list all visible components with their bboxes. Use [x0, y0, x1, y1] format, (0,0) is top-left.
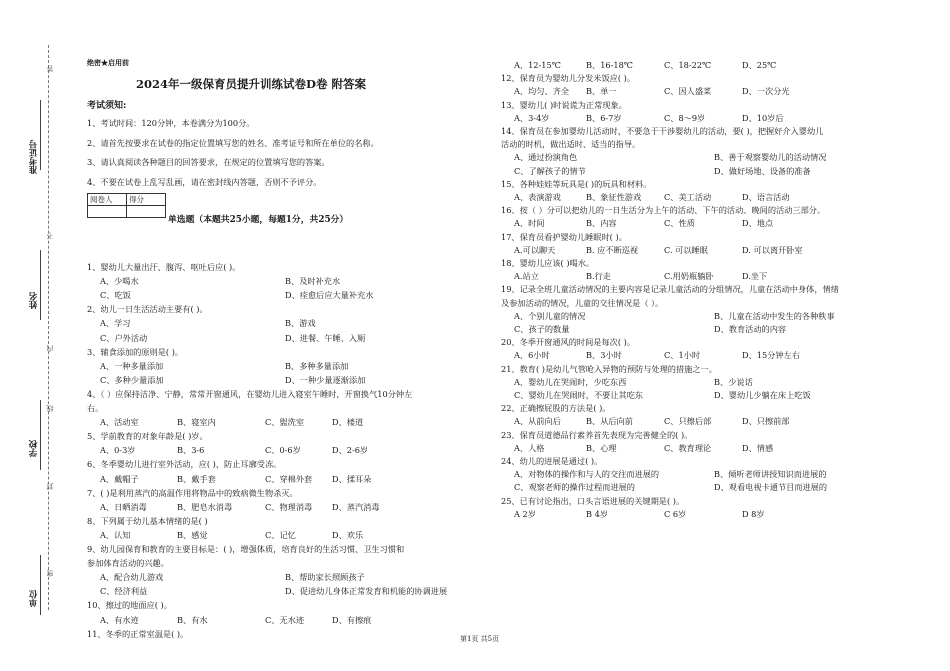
- notice-item: 4、不要在试卷上乱写乱画，请在密封线内答题，否则不予评分。: [87, 177, 322, 187]
- answer-option: A、一种多量添加: [100, 360, 164, 371]
- question-stem: 22、正确擦屁股的方法是( )。: [501, 403, 611, 414]
- answer-option: C、8～9岁: [664, 112, 706, 123]
- answer-option: B、戴手套: [177, 473, 216, 484]
- answer-option: B、寝室内: [177, 417, 216, 428]
- answer-option: C、经济利益: [100, 586, 148, 597]
- answer-option: B、心理: [586, 442, 617, 453]
- grader-cell: 阅卷人: [88, 194, 127, 206]
- answer-option: B、帮助家长照顾孩子: [285, 572, 365, 583]
- answer-option: C、了解孩子的情节: [514, 165, 586, 176]
- question-stem: 21、教育( )是幼儿气管呛入异物的预防与处理的措施之一。: [501, 363, 717, 374]
- answer-option: A、有水迹: [100, 614, 139, 625]
- answer-option: C、18-22℃: [664, 60, 712, 70]
- answer-option: D、2-6岁: [332, 445, 369, 456]
- answer-option: D、痊愈后应大量补充水: [285, 290, 374, 301]
- answer-option: C、穿棉外套: [265, 473, 313, 484]
- question-stem: 12、保育员为婴幼儿分发米饭应( )。: [501, 73, 636, 84]
- question-stem: 18、婴幼儿应该( )喝水。: [501, 258, 595, 268]
- answer-option: D、一次分光: [742, 86, 790, 97]
- question-stem-cont: 活动的时机，做出适时、适当的指导。: [501, 139, 641, 150]
- question-stem: 25、已有讨论指出，口头言语进展的关键期是( )。: [501, 495, 685, 506]
- answer-option: B、3-6: [177, 445, 205, 456]
- answer-option: D、地点: [742, 218, 774, 229]
- answer-option: A、12-15℃: [514, 60, 561, 70]
- answer-option: C 6岁: [664, 508, 687, 519]
- answer-option: B、多种多量添加: [285, 360, 349, 371]
- question-stem-cont: 参加体育活动的兴趣。: [87, 558, 169, 569]
- answer-option: D 8岁: [742, 508, 765, 519]
- answer-option: A、对物体的操作和与人的交往而进展的: [514, 469, 660, 480]
- answer-option: D、做好场地、设备的准备: [714, 165, 811, 176]
- question-stem: 4、（ ）应保持洁净、宁静，常常开窗通风，在婴幼儿进入寝室午睡时，开窗换气10分钟左: [87, 388, 413, 399]
- answer-option: D、婴幼儿少躺在床上吃饭: [714, 390, 811, 400]
- answer-option: C、孩子的数量: [514, 324, 570, 334]
- section-title: 单选题（本题共25小题，每题1分，共25分）: [168, 215, 349, 225]
- grader-blank: [88, 206, 127, 218]
- answer-option: A、3-4岁: [514, 112, 550, 123]
- question-stem: 10、擦过的地面应( )。: [87, 600, 172, 611]
- seal-mark: 密: [46, 570, 54, 577]
- answer-option: B、单一: [586, 86, 617, 97]
- label-name: 姓名: [29, 292, 39, 309]
- answer-option: B、象征性游戏: [586, 192, 642, 202]
- question-stem: 5、学前教育的对象年龄是( )岁。: [87, 431, 208, 442]
- answer-option: A、6小时: [514, 350, 550, 361]
- answer-option: B、儿童在活动中发生的各种秩事: [714, 310, 835, 321]
- binding-dashed-line: [48, 45, 49, 610]
- answer-option: B、16-18℃: [586, 60, 633, 70]
- answer-option: B、及时补充水: [285, 276, 341, 287]
- answer-option: D、欢乐: [332, 529, 364, 540]
- answer-option: C、教育理论: [664, 442, 712, 453]
- answer-option: B.行走: [586, 271, 611, 282]
- answer-option: B、肥皂水消毒: [177, 501, 233, 512]
- answer-option: C、无水迹: [265, 614, 305, 625]
- answer-option: A、人格: [514, 442, 545, 453]
- unit-line: [40, 555, 41, 615]
- question-stem: 7、( )是利用蒸汽的高温作用将物品中的致病微生物杀灭。: [87, 487, 298, 498]
- answer-option: D. 可以离开卧室: [742, 244, 803, 255]
- answer-option: A.站立: [514, 271, 539, 282]
- question-stem: 14、保育员在参加婴幼儿活动时，不要急于干涉婴幼儿的活动，要( )，把握好介入婴幼儿: [501, 126, 824, 136]
- answer-option: C、物理消毒: [265, 501, 313, 512]
- answer-option: B、感觉: [177, 529, 208, 540]
- answer-option: A、从前向后: [514, 416, 561, 427]
- seal-mark: 封: [46, 483, 54, 490]
- question-stem: 19、记录全班儿童活动情况的主要内容是记录儿童活动的分组情况，儿童在活动中身体，情绪: [501, 284, 839, 295]
- answer-option: A.可以聊天: [514, 244, 556, 255]
- answer-option: D、情感: [742, 442, 774, 453]
- question-stem: 24、幼儿的进展是通过( )。: [501, 456, 603, 466]
- question-stem: 16、按（ ）分可以把幼儿的一日生活分为上午的活动、下午的活动、晚间的活动三部分。: [501, 205, 826, 216]
- question-stem: 3、辅食添加的原则是( )。: [87, 346, 184, 357]
- answer-option: D、10岁后: [742, 112, 784, 123]
- answer-option: C、美工活动: [664, 192, 712, 202]
- name-line: [40, 250, 41, 320]
- answer-option: C、盥洗室: [265, 417, 305, 428]
- answer-option: D、教育活动的内容: [714, 324, 787, 334]
- answer-option: A、少喝水: [100, 276, 139, 287]
- answer-option: A、婴幼儿在哭闹时，少吃东西: [514, 376, 627, 387]
- answer-option: A、活动室: [100, 417, 139, 428]
- answer-option: B、善于观察婴幼儿的活动情况: [714, 152, 827, 163]
- exam-number-line: [40, 100, 41, 170]
- answer-option: A、戴帽子: [100, 473, 139, 484]
- page-footer: 第1页 共5页: [460, 635, 500, 643]
- answer-option: C、只擦后部: [664, 416, 712, 427]
- seal-mark: 不: [46, 232, 54, 239]
- answer-option: D、揉耳朵: [332, 473, 372, 484]
- question-stem: 11、冬季的正常室温是( )。: [87, 628, 189, 639]
- answer-option: B、倾听老师讲授知识而进展的: [714, 469, 827, 480]
- answer-option: A、配合幼儿游戏: [100, 572, 164, 583]
- answer-option: B、6-7岁: [586, 112, 622, 123]
- answer-option: D、进餐、午睡、入厕: [285, 332, 366, 343]
- question-stem: 6、冬季婴幼儿进行室外活动，应( )，防止耳廓受冻。: [87, 459, 282, 470]
- notice-item: 1、考试时间：120分钟，本卷满分为100分。: [87, 118, 255, 128]
- question-stem: 23、保育员道德品行素养首先表现为完善健全的( )。: [501, 429, 693, 440]
- answer-option: A、表演游戏: [514, 192, 561, 202]
- answer-option: D、只擦前部: [742, 416, 790, 427]
- answer-option: B、内容: [586, 218, 617, 229]
- question-stem: 1、婴幼儿大量出汗、腹泻、呕吐后应( )。: [87, 262, 241, 272]
- answer-option: A、均匀、齐全: [514, 86, 570, 97]
- answer-option: B、少说话: [714, 376, 753, 387]
- answer-option: B、3小时: [586, 350, 622, 361]
- answer-option: D、促进幼儿身体正常发育和机能的协调进展: [285, 586, 448, 597]
- question-stem: 2、幼儿一日生活活动主要有( )。: [87, 304, 208, 315]
- question-stem: 8、下列属于幼儿基本情绪的是( ): [87, 515, 208, 526]
- question-stem: 17、保育员看护婴幼儿睡眠时( )。: [501, 231, 627, 242]
- answer-option: A、时间: [514, 218, 545, 229]
- answer-option: C、婴幼儿在哭闹时，不要让其吃东: [514, 390, 644, 400]
- seal-mark: 线: [46, 405, 54, 412]
- answer-option: A、日晒消毒: [100, 501, 147, 512]
- answer-option: A、0-3岁: [100, 445, 136, 456]
- label-unit: 单位: [29, 590, 39, 607]
- label-exam-number: 准考证号: [29, 140, 39, 174]
- score-table: [87, 193, 166, 218]
- answer-option: B、从后向前: [586, 416, 633, 427]
- answer-option: C、户外活动: [100, 332, 148, 343]
- answer-option: C.用奶瓶躺卧: [664, 271, 714, 282]
- answer-option: B、有水: [177, 614, 208, 625]
- answer-option: D、观看电视卡通节目而进展的: [714, 482, 828, 493]
- question-stem: 15、各种娃娃等玩具是( )的玩具和材料。: [501, 178, 652, 189]
- answer-option: D、15分钟左右: [742, 350, 800, 361]
- answer-option: D、楼道: [332, 417, 364, 428]
- answer-option: C、记忆: [265, 529, 296, 540]
- seal-mark: 内: [46, 345, 54, 352]
- answer-option: D、有擦痕: [332, 614, 372, 625]
- answer-option: A、通过扮演角色: [514, 152, 578, 163]
- secret-label: 绝密★启用前: [87, 58, 129, 67]
- score-cell: 得分: [127, 194, 166, 206]
- answer-option: C、1小时: [664, 350, 701, 361]
- score-blank: [127, 206, 166, 218]
- answer-option: B、游戏: [285, 318, 316, 329]
- answer-option: C、性质: [664, 218, 695, 229]
- notice-heading: 考试须知:: [87, 101, 127, 111]
- notice-item: 3、请认真阅读各种题目的回答要求，在规定的位置填写您的答案。: [87, 157, 330, 167]
- answer-option: C、吃饭: [100, 290, 131, 301]
- answer-option: C、0-6岁: [265, 445, 301, 456]
- school-line: [40, 400, 41, 470]
- question-stem: 20、冬季开窗通风的时间是每次( )。: [501, 337, 636, 348]
- question-stem: 9、幼儿园保育和教育的主要目标是：( )，增强体质，培育良好的生活习惯、卫生习惯和: [87, 544, 405, 554]
- answer-option: C. 可以睡眠: [664, 244, 708, 255]
- answer-option: C、因人盛菜: [664, 86, 712, 97]
- answer-option: C、多种少量添加: [100, 374, 164, 385]
- notice-item: 2、请首先按要求在试卷的指定位置填写您的姓名、准考证号和所在单位的名称。: [87, 138, 379, 148]
- answer-option: D、25℃: [742, 60, 777, 70]
- question-stem-cont: 右。: [87, 403, 104, 413]
- answer-option: A 2岁: [514, 508, 536, 519]
- answer-option: A、认知: [100, 529, 131, 540]
- answer-option: B. 应不断巡视: [586, 244, 639, 255]
- answer-option: A、个别儿童的情况: [514, 310, 586, 321]
- answer-option: A、学习: [100, 318, 131, 329]
- answer-option: D、一种少量逐渐添加: [285, 374, 366, 385]
- question-stem-cont: 及参加活动的情况，儿童的交往情况是（ ）。: [501, 297, 664, 308]
- page-title: 2024年一级保育员提升训练试卷D卷 附答案: [136, 77, 366, 91]
- question-stem: 13、婴幼儿( )时说谎为正常现象。: [501, 99, 627, 110]
- label-school: 学校: [29, 440, 39, 457]
- answer-option: D.坐下: [742, 271, 768, 282]
- answer-option: B 4岁: [586, 508, 609, 519]
- answer-option: D、蒸汽消毒: [332, 501, 380, 512]
- seal-mark: 答: [46, 65, 54, 72]
- answer-option: C、观察老师的操作过程而进展的: [514, 482, 635, 493]
- answer-option: D、语言活动: [742, 192, 790, 202]
